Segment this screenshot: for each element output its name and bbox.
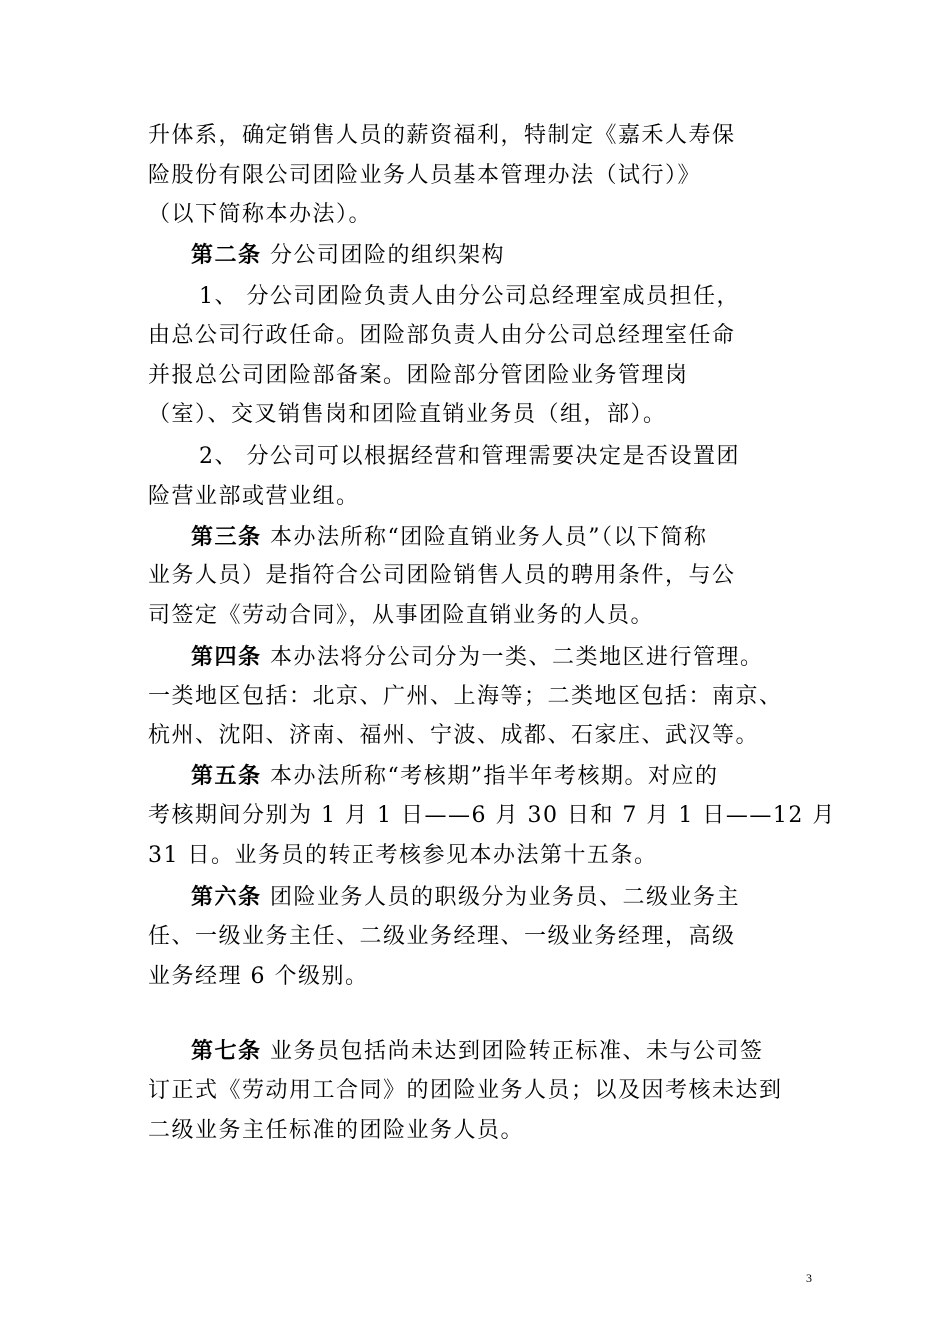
line-text: 订正式《劳动用工合同》的团险业务人员；以及因考核未达到 bbox=[148, 1078, 783, 1103]
line-text: 司签定《劳动合同》，从事团险直销业务的人员。 bbox=[148, 603, 655, 628]
article-2-heading bbox=[191, 240, 505, 271]
article-5-paragraph bbox=[191, 761, 719, 792]
article-number: 第七条 bbox=[191, 1038, 262, 1064]
paragraph-line bbox=[148, 561, 736, 591]
line-text: 分公司团险的组织架构 bbox=[270, 243, 506, 268]
line-text: 31 日。业务员的转正考核参见本办法第十五条。 bbox=[148, 843, 658, 868]
paragraph-line bbox=[148, 682, 783, 712]
line-text: （以下简称本办法）。 bbox=[148, 202, 373, 227]
article-number: 第四条 bbox=[191, 644, 262, 670]
line-text: 团险业务人员的职级分为业务员、二级业务主 bbox=[270, 885, 741, 910]
paragraph-line bbox=[148, 1076, 783, 1106]
line-text: 升体系，确定销售人员的薪资福利，特制定《嘉禾人寿保 bbox=[148, 123, 736, 148]
line-text: 二级业务主任标准的团险业务人员。 bbox=[148, 1118, 525, 1143]
line-text: 业务人员）是指符合公司团险销售人员的聘用条件，与公 bbox=[148, 563, 736, 588]
line-text: 险股份有限公司团险业务人员基本管理办法（试行）》 bbox=[148, 163, 702, 188]
paragraph-line bbox=[148, 922, 736, 952]
line-text: 本办法所称“团险直销业务人员”（以下简称 bbox=[270, 525, 708, 550]
line-text: 并报总公司团险部备案。团险部分管团险业务管理岗 bbox=[148, 363, 689, 388]
paragraph-line bbox=[148, 1116, 524, 1146]
article-number: 第五条 bbox=[191, 763, 262, 789]
paragraph-line bbox=[148, 361, 689, 391]
article-4-paragraph bbox=[191, 642, 764, 673]
line-text: 任、一级业务主任、二级业务经理、一级业务经理，高级 bbox=[148, 924, 736, 949]
line-text: 业务员包括尚未达到团险转正标准、未与公司签 bbox=[270, 1039, 764, 1064]
article-7-paragraph bbox=[191, 1036, 764, 1067]
line-text: 一类地区包括：北京、广州、上海等；二类地区包括：南京、 bbox=[148, 684, 783, 709]
line-text: （室）、交叉销售岗和团险直销业务员（组，部）。 bbox=[148, 402, 667, 427]
list-item-1 bbox=[199, 282, 740, 312]
line-text: 本办法所称“考核期”指半年考核期。对应的 bbox=[270, 764, 719, 789]
article-number: 第六条 bbox=[191, 884, 262, 910]
paragraph-line bbox=[148, 482, 360, 512]
paragraph-line bbox=[148, 161, 701, 191]
article-6-paragraph bbox=[191, 882, 740, 913]
line-text: 由总公司行政任命。团险部负责人由分公司总经理室任命 bbox=[148, 323, 736, 348]
line-text: 1、 分公司团险负责人由分公司总经理室成员担任， bbox=[199, 284, 740, 309]
article-number: 第二条 bbox=[191, 242, 262, 268]
paragraph-line bbox=[148, 321, 736, 351]
paragraph-line bbox=[148, 400, 667, 430]
article-3-paragraph bbox=[191, 522, 708, 553]
paragraph-line bbox=[148, 721, 759, 751]
paragraph-line bbox=[148, 962, 368, 992]
line-text: 杭州、沈阳、济南、福州、宁波、成都、石家庄、武汉等。 bbox=[148, 723, 760, 748]
page-number: 3 bbox=[806, 1271, 812, 1285]
article-number: 第三条 bbox=[191, 524, 262, 550]
paragraph-line bbox=[148, 801, 836, 831]
paragraph-line bbox=[148, 841, 658, 871]
paragraph-line bbox=[148, 121, 736, 151]
paragraph-line bbox=[148, 200, 372, 230]
line-text: 考核期间分别为 1 月 1 日——6 月 30 日和 7 月 1 日——12 月 bbox=[148, 803, 836, 828]
line-text: 本办法将分公司分为一类、二类地区进行管理。 bbox=[270, 645, 764, 670]
line-text: 2、 分公司可以根据经营和管理需要决定是否设置团 bbox=[199, 444, 740, 469]
line-text: 业务经理 6 个级别。 bbox=[148, 964, 369, 989]
line-text: 险营业部或营业组。 bbox=[148, 484, 360, 509]
list-item-2 bbox=[199, 442, 740, 472]
paragraph-line bbox=[148, 601, 654, 631]
